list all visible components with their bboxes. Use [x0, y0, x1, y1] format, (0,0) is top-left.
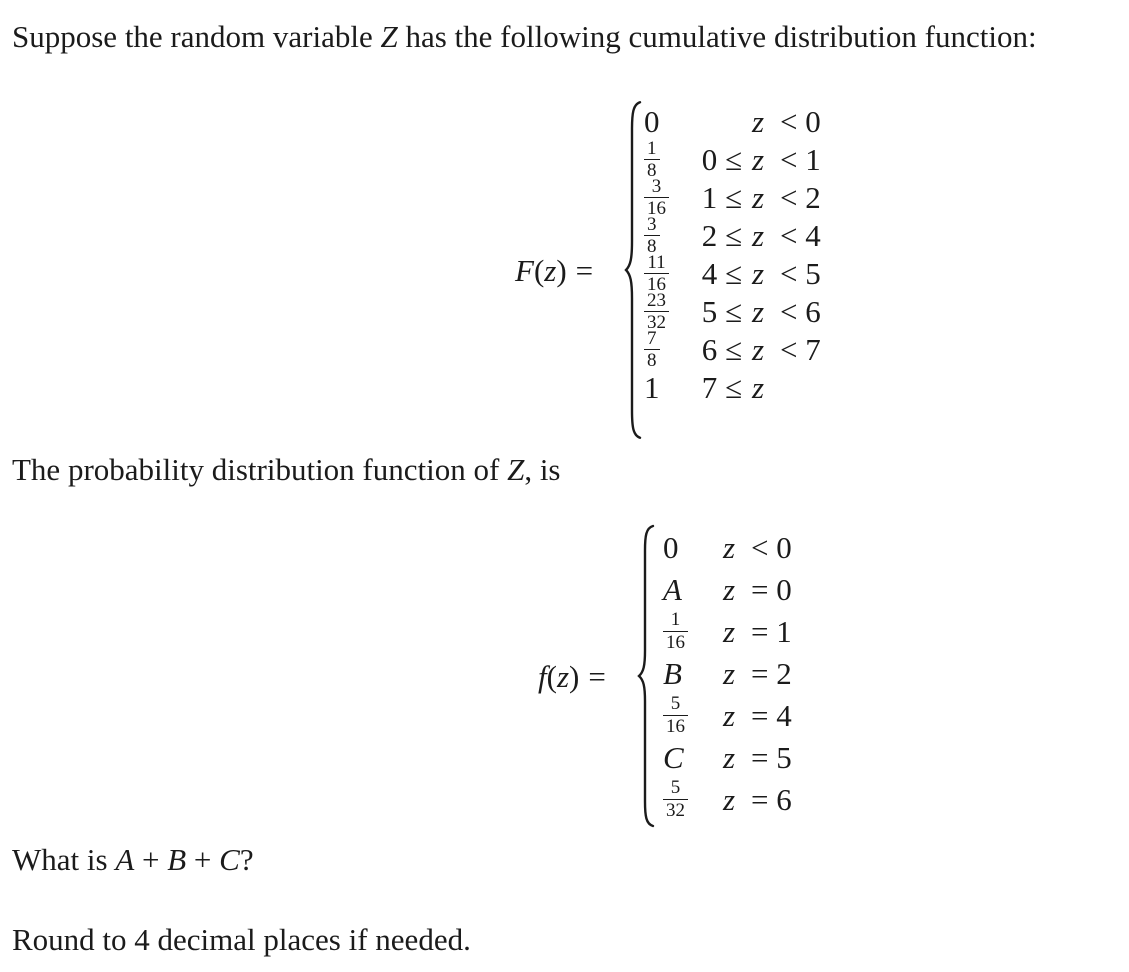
condition-lower-bound: 6 ≤: [701, 332, 742, 368]
case-row: [644, 102, 821, 140]
condition-lower-bound: 0 ≤: [701, 142, 742, 178]
case-row: [644, 368, 821, 406]
fraction-numerator: 5: [663, 779, 688, 799]
text-run: ?: [239, 842, 254, 877]
fraction-denominator: 32: [647, 312, 666, 334]
fraction: [663, 693, 688, 737]
pdf-lhs: [538, 658, 623, 694]
condition-variable: z: [723, 697, 736, 733]
fraction: [644, 290, 669, 334]
cdf-equals-sign: =: [575, 252, 594, 288]
case-row: [663, 694, 792, 736]
cdf-paren-close: ): [556, 252, 567, 288]
math-variable: Z: [507, 452, 525, 487]
fraction: [644, 176, 669, 220]
condition-variable: z: [723, 571, 736, 607]
case-value: 0: [644, 103, 660, 139]
fraction-denominator: 16: [647, 274, 666, 296]
condition-lower-bound: 4 ≤: [701, 256, 742, 292]
case-row: [663, 778, 792, 820]
fraction: [663, 609, 688, 653]
fraction: [644, 138, 660, 182]
case-row: [644, 252, 821, 296]
case-row: [663, 568, 792, 610]
fraction: [644, 252, 669, 296]
condition-relation: = 4: [751, 697, 792, 733]
condition-variable: z: [752, 369, 765, 405]
pdf-intro-sentence: [12, 452, 561, 488]
pdf-paren-open: (: [546, 658, 557, 694]
condition-relation: < 4: [780, 218, 821, 254]
condition-relation: < 0: [751, 529, 792, 565]
case-value: [644, 138, 684, 182]
condition-relation: = 1: [751, 613, 792, 649]
condition-variable: z: [723, 613, 736, 649]
fraction-numerator: 7: [644, 330, 660, 350]
case-value: [663, 693, 703, 737]
condition-lower-bound: 1 ≤: [701, 180, 742, 216]
condition-relation: = 6: [751, 781, 792, 817]
fraction-numerator: 1: [644, 140, 660, 160]
pdf-cases: [655, 524, 792, 820]
condition-lower-bound: 5 ≤: [701, 294, 742, 330]
case-value: B: [663, 655, 682, 691]
fraction-denominator: 16: [666, 631, 685, 653]
condition-variable: z: [723, 655, 736, 691]
text-run: has the following cumulative distribution function:: [397, 19, 1037, 54]
case-value: [663, 777, 703, 821]
fraction-numerator: 3: [644, 178, 669, 198]
condition-lower-bound: 7 ≤: [701, 369, 742, 405]
fraction-numerator: 11: [644, 254, 669, 274]
math-variable: A: [115, 842, 135, 877]
case-row: [644, 138, 821, 182]
case-row: [644, 176, 821, 220]
condition-variable: z: [723, 739, 736, 775]
fraction-numerator: 1: [663, 611, 688, 631]
condition-relation: = 5: [751, 739, 792, 775]
case-row: [644, 328, 821, 372]
fraction-numerator: 5: [663, 695, 688, 715]
fraction: [644, 214, 660, 258]
fraction: [663, 777, 688, 821]
intro-sentence: [12, 19, 1037, 55]
case-value: [644, 328, 684, 372]
math-variable: Z: [380, 19, 398, 54]
text-run: The probability distribution function of: [12, 452, 508, 487]
cdf-cases: [642, 100, 821, 406]
case-value: [644, 214, 684, 258]
condition-variable: z: [752, 103, 765, 139]
cases-brace-icon: [637, 524, 655, 828]
case-value: 1: [644, 369, 660, 405]
case-row: [663, 736, 792, 778]
pdf-paren-close: ): [569, 658, 580, 694]
fraction-denominator: 8: [647, 160, 657, 182]
condition-relation: < 7: [780, 332, 821, 368]
math-variable: C: [219, 842, 240, 877]
case-row: [663, 610, 792, 652]
case-value: [644, 252, 684, 296]
math-variable: B: [167, 842, 187, 877]
fraction-numerator: 23: [644, 292, 669, 312]
condition-variable: z: [752, 142, 765, 178]
condition-relation: = 0: [751, 571, 792, 607]
cdf-function-name: F: [515, 252, 534, 288]
condition-variable: z: [723, 529, 736, 565]
case-row: [644, 290, 821, 334]
fraction-numerator: 3: [644, 216, 660, 236]
fraction-denominator: 16: [647, 198, 666, 220]
condition-variable: z: [752, 294, 765, 330]
case-value: 0: [663, 529, 679, 565]
condition-variable: z: [723, 781, 736, 817]
cdf-argument: z: [544, 252, 557, 288]
condition-relation: < 0: [780, 103, 821, 139]
text-run: , is: [524, 452, 561, 487]
condition-relation: < 6: [780, 294, 821, 330]
condition-relation: = 2: [751, 655, 792, 691]
cdf-lhs: [515, 252, 612, 288]
pdf-function-name: f: [538, 658, 547, 694]
text-run: +: [186, 842, 220, 877]
condition-relation: < 2: [780, 180, 821, 216]
case-value: C: [663, 739, 684, 775]
fraction: [644, 328, 660, 372]
condition-variable: z: [752, 180, 765, 216]
fraction-denominator: 16: [666, 715, 685, 737]
pdf-argument: z: [556, 658, 570, 694]
pdf-equals-sign: =: [588, 658, 606, 694]
case-value: [663, 609, 703, 653]
case-value: A: [663, 571, 682, 607]
rounding-note: Round to 4 decimal places if needed.: [12, 922, 471, 957]
condition-lower-bound: 2 ≤: [701, 218, 742, 254]
cdf-paren-open: (: [533, 252, 545, 288]
case-row: [663, 652, 792, 694]
condition-relation: < 5: [780, 256, 821, 292]
fraction-denominator: 8: [647, 350, 657, 372]
condition-relation: < 1: [780, 142, 821, 178]
fraction-denominator: 8: [647, 236, 657, 258]
text-run: What is: [12, 842, 116, 877]
text-run: Suppose the random variable: [12, 19, 381, 54]
condition-variable: z: [752, 218, 765, 254]
case-row: [663, 526, 792, 568]
question-sentence: [12, 842, 254, 878]
condition-variable: z: [752, 256, 765, 292]
case-value: [644, 176, 684, 220]
cdf-equation: [515, 100, 821, 440]
condition-variable: z: [752, 332, 765, 368]
case-row: [644, 214, 821, 258]
cases-brace-icon: [624, 100, 642, 440]
text-run: +: [134, 842, 168, 877]
fraction-denominator: 32: [666, 799, 685, 821]
case-value: [644, 290, 684, 334]
pdf-equation: [538, 524, 792, 828]
